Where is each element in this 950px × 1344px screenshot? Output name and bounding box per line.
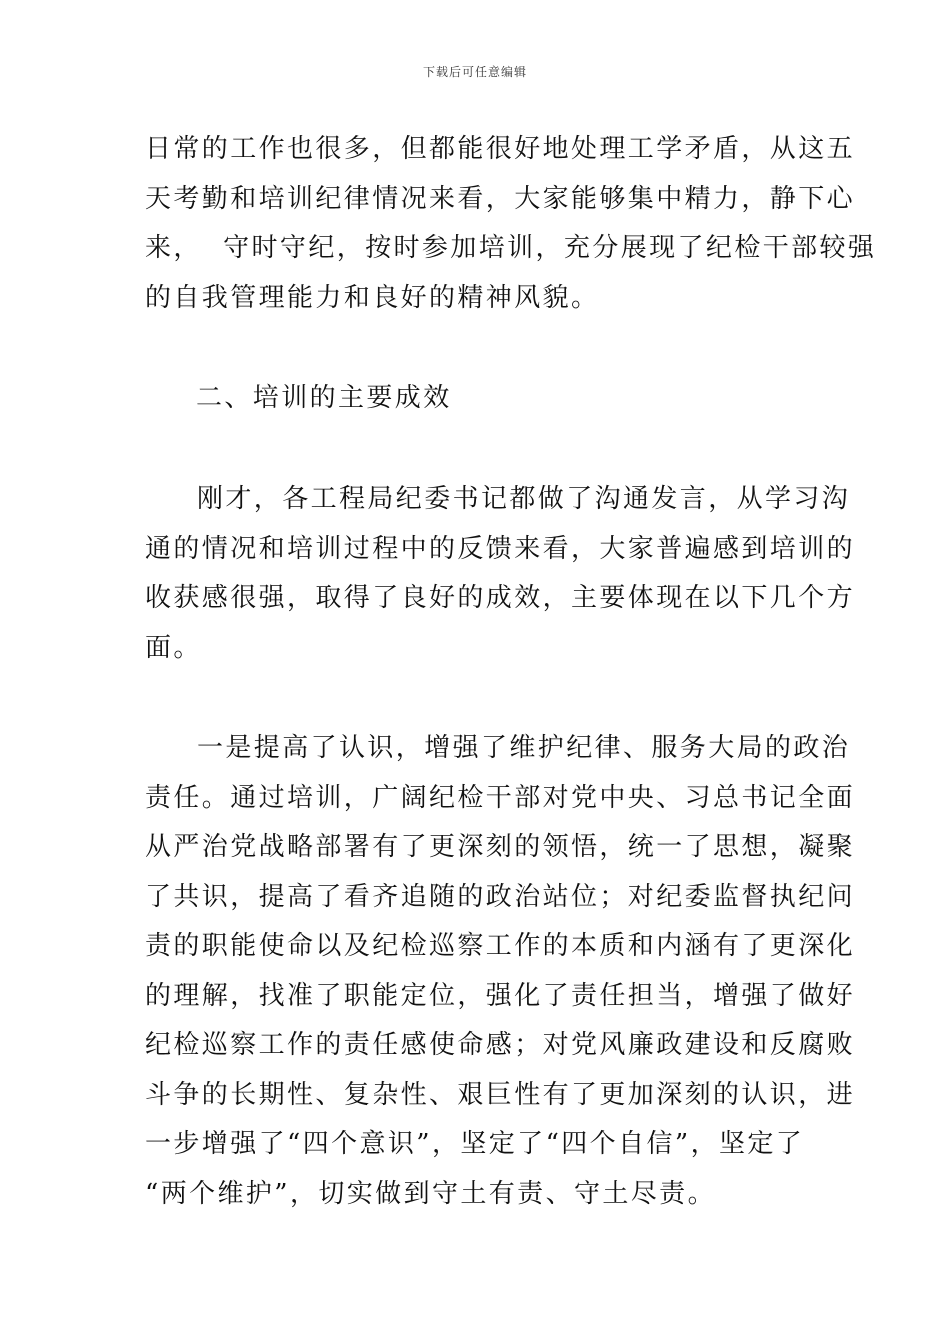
text-line: 从严治党战略部署有了更深刻的领悟，统一了思想，凝聚: [145, 832, 856, 862]
page-header-note: 下载后可任意编辑: [422, 65, 527, 79]
text-line: 责任。通过培训，广阔纪检干部对党中央、习总书记全面: [145, 782, 856, 813]
text-line: 收获感很强，取得了良好的成效，主要体现在以下几个方: [145, 583, 856, 613]
section-heading-text: 二、培训的主要成效: [196, 383, 452, 413]
paragraph-attendance: [145, 125, 877, 323]
text-line: 的自我管理能力和良好的精神风貌。: [145, 282, 600, 313]
text-line: 一是提高了认识，增强了维护纪律、服务大局的政治: [197, 733, 851, 763]
text-line: 纪检巡察工作的责任感使命感；对党风廉政建设和反腐败: [145, 1030, 856, 1060]
text-line: 了共识，提高了看齐追随的政治站位；对纪委监督执纪问: [145, 881, 856, 912]
paragraph-feedback: [145, 475, 856, 673]
text-line: 通的情况和培训过程中的反馈来看，大家普遍感到培训的: [145, 533, 856, 564]
text-line: 责的职能使命以及纪检巡察工作的本质和内涵有了更深化: [145, 931, 856, 961]
text-line: 刚才，各工程局纪委书记都做了沟通发言，从学习沟: [197, 484, 851, 514]
text-line: 的理解，找准了职能定位，强化了责任担当，增强了做好: [145, 980, 856, 1011]
text-line: “两个维护”，切实做到守土有责、守土尽责。: [145, 1178, 716, 1209]
text-line: 日常的工作也很多，但都能很好地处理工学矛盾，从这五: [145, 134, 856, 164]
text-line: 面。: [145, 632, 202, 663]
paragraph-first-effect: [145, 724, 856, 1219]
section-heading: [196, 374, 861, 424]
text-line: 来， 守时守纪，按时参加培训，充分展现了纪检干部较强: [145, 233, 877, 263]
text-line: 斗争的长期性、复杂性、艰巨性有了更加深刻的认识，进: [145, 1079, 856, 1110]
text-line: 天考勤和培训纪律情况来看，大家能够集中精力，静下心: [145, 183, 856, 214]
text-line: 一步增强了“四个意识”，坚定了“四个自信”，坚定了: [145, 1129, 805, 1159]
